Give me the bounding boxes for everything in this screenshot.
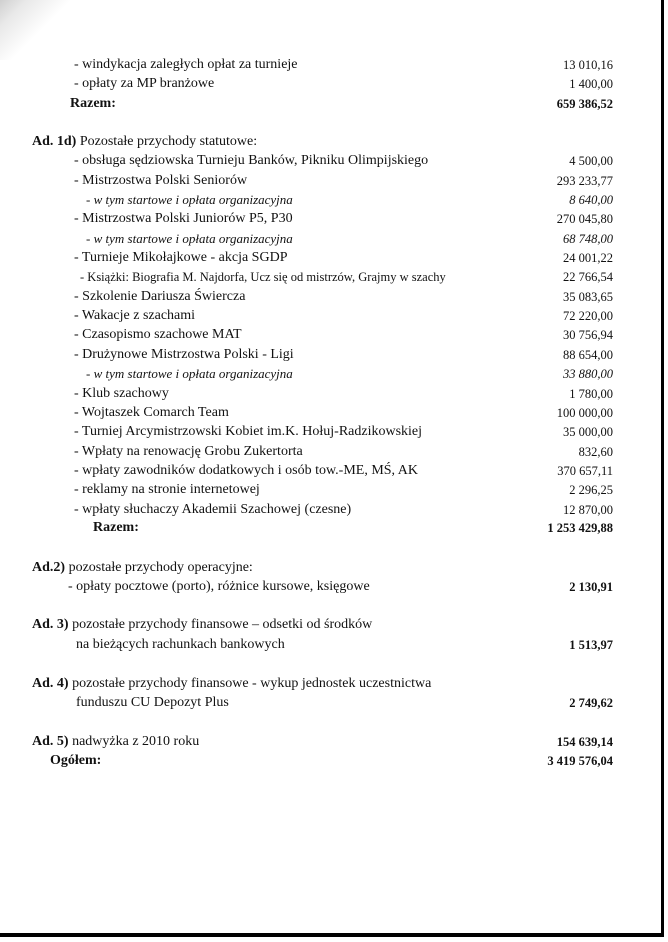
grand-total-amount: 3 419 576,04: [547, 754, 613, 768]
item-label: - wpłaty słuchaczy Akademii Szachowej (czesne): [74, 502, 352, 517]
item-amount: 68 748,00: [563, 232, 613, 246]
item-label: - Mistrzostwa Polski Seniorów: [74, 173, 248, 188]
item-amount: 2 296,25: [569, 483, 613, 497]
section-title: pozostałe przychody finansowe – odsetki od środków: [68, 617, 373, 632]
item-label: - opłaty za MP branżowe: [74, 76, 215, 91]
section-number: Ad. 5): [32, 734, 69, 749]
item-label: - w tym startowe i opłata organizacyjna: [86, 231, 293, 246]
item-amount: 100 000,00: [556, 406, 613, 420]
section-heading-text: [32, 675, 431, 693]
item-label: na bieżących rachunkach bankowych: [76, 637, 285, 652]
section-heading-text: [32, 616, 372, 634]
item-label: - Drużynowe Mistrzostwa Polski - Ligi: [74, 347, 294, 362]
item-label: - Wpłaty na renowację Grobu Zukertorta: [74, 444, 303, 459]
item-amount: 24 001,22: [563, 251, 613, 265]
section-amount: 154 639,14: [556, 735, 613, 749]
item-label: - Turniej Arcymistrzowski Kobiet im.K. Hołuj-Radzikowskiej: [74, 424, 423, 439]
item-label: - w tym startowe i opłata organizacyjna: [86, 366, 293, 381]
item-amount: 22 766,54: [563, 270, 613, 284]
item-amount: 13 010,16: [563, 58, 613, 72]
item-label: - Czasopismo szachowe MAT: [74, 327, 242, 342]
item-label: - Szkolenie Dariusza Świercza: [74, 289, 246, 304]
section-number: Ad. 3): [32, 617, 69, 632]
section-number: Ad. 4): [32, 676, 69, 691]
item-amount: 72 220,00: [563, 309, 613, 323]
item-label: - obsługa sędziowska Turnieju Banków, Pikniku Olimpijskiego: [74, 153, 429, 168]
section-number: Ad. 1d): [32, 134, 77, 149]
item-label: - reklamy na stronie internetowej: [74, 482, 260, 497]
item-amount: 8 640,00: [569, 193, 613, 207]
subtotal-amount: 1 253 429,88: [547, 521, 613, 535]
item-amount: 1 513,97: [569, 638, 613, 652]
item-label: - w tym startowe i opłata organizacyjna: [86, 192, 293, 207]
item-amount: 88 654,00: [563, 348, 613, 362]
section-title: pozostałe przychody finansowe - wykup jednostek uczestnictwa: [68, 676, 432, 691]
subtotal-label: Razem:: [70, 96, 116, 111]
section-title: nadwyżka z 2010 roku: [68, 734, 200, 749]
item-label: - Książki: Biografia M. Najdorfa, Ucz się od mistrzów, Grajmy w szachy: [80, 270, 446, 284]
section-title: Pozostałe przychody statutowe:: [76, 134, 258, 149]
item-amount: 2 749,62: [569, 696, 613, 710]
item-amount: 270 045,80: [556, 212, 613, 226]
item-amount: 4 500,00: [569, 154, 613, 168]
item-amount: 12 870,00: [563, 503, 613, 517]
item-amount: 293 233,77: [556, 174, 613, 188]
item-label: - Mistrzostwa Polski Juniorów P5, P30: [74, 211, 293, 226]
item-amount: 832,60: [578, 445, 613, 459]
subtotal-label: Razem:: [93, 520, 139, 535]
item-amount: 35 083,65: [563, 290, 613, 304]
section-heading-text: [32, 559, 253, 577]
item-label: funduszu CU Depozyt Plus: [76, 695, 229, 710]
item-label: - Turnieje Mikołajkowe - akcja SGDP: [74, 250, 288, 265]
section-number: Ad.2): [32, 560, 66, 575]
item-label: - opłaty pocztowe (porto), różnice kursowe, księgowe: [68, 579, 370, 594]
item-amount: 33 880,00: [563, 367, 613, 381]
item-amount: 2 130,91: [569, 580, 613, 594]
scan-corner-shadow: [0, 0, 70, 60]
subtotal-amount: 659 386,52: [556, 97, 613, 111]
grand-total-label: Ogółem:: [50, 753, 102, 768]
section-title: pozostałe przychody operacyjne:: [65, 560, 253, 575]
item-amount: 370 657,11: [557, 464, 613, 478]
item-label: - Klub szachowy: [74, 386, 169, 401]
item-label: - Wakacje z szachami: [74, 308, 196, 323]
item-label: - wpłaty zawodników dodatkowych i osób tow.-ME, MŚ, AK: [74, 463, 419, 478]
section-heading-text: [32, 733, 199, 751]
item-amount: 1 400,00: [569, 77, 613, 91]
item-amount: 30 756,94: [563, 328, 613, 342]
item-amount: 1 780,00: [569, 387, 613, 401]
section-heading-text: [32, 133, 257, 151]
item-amount: 35 000,00: [563, 425, 613, 439]
item-label: - Wojtaszek Comarch Team: [74, 405, 229, 420]
item-label: - windykacja zaległych opłat za turnieje: [74, 57, 298, 72]
